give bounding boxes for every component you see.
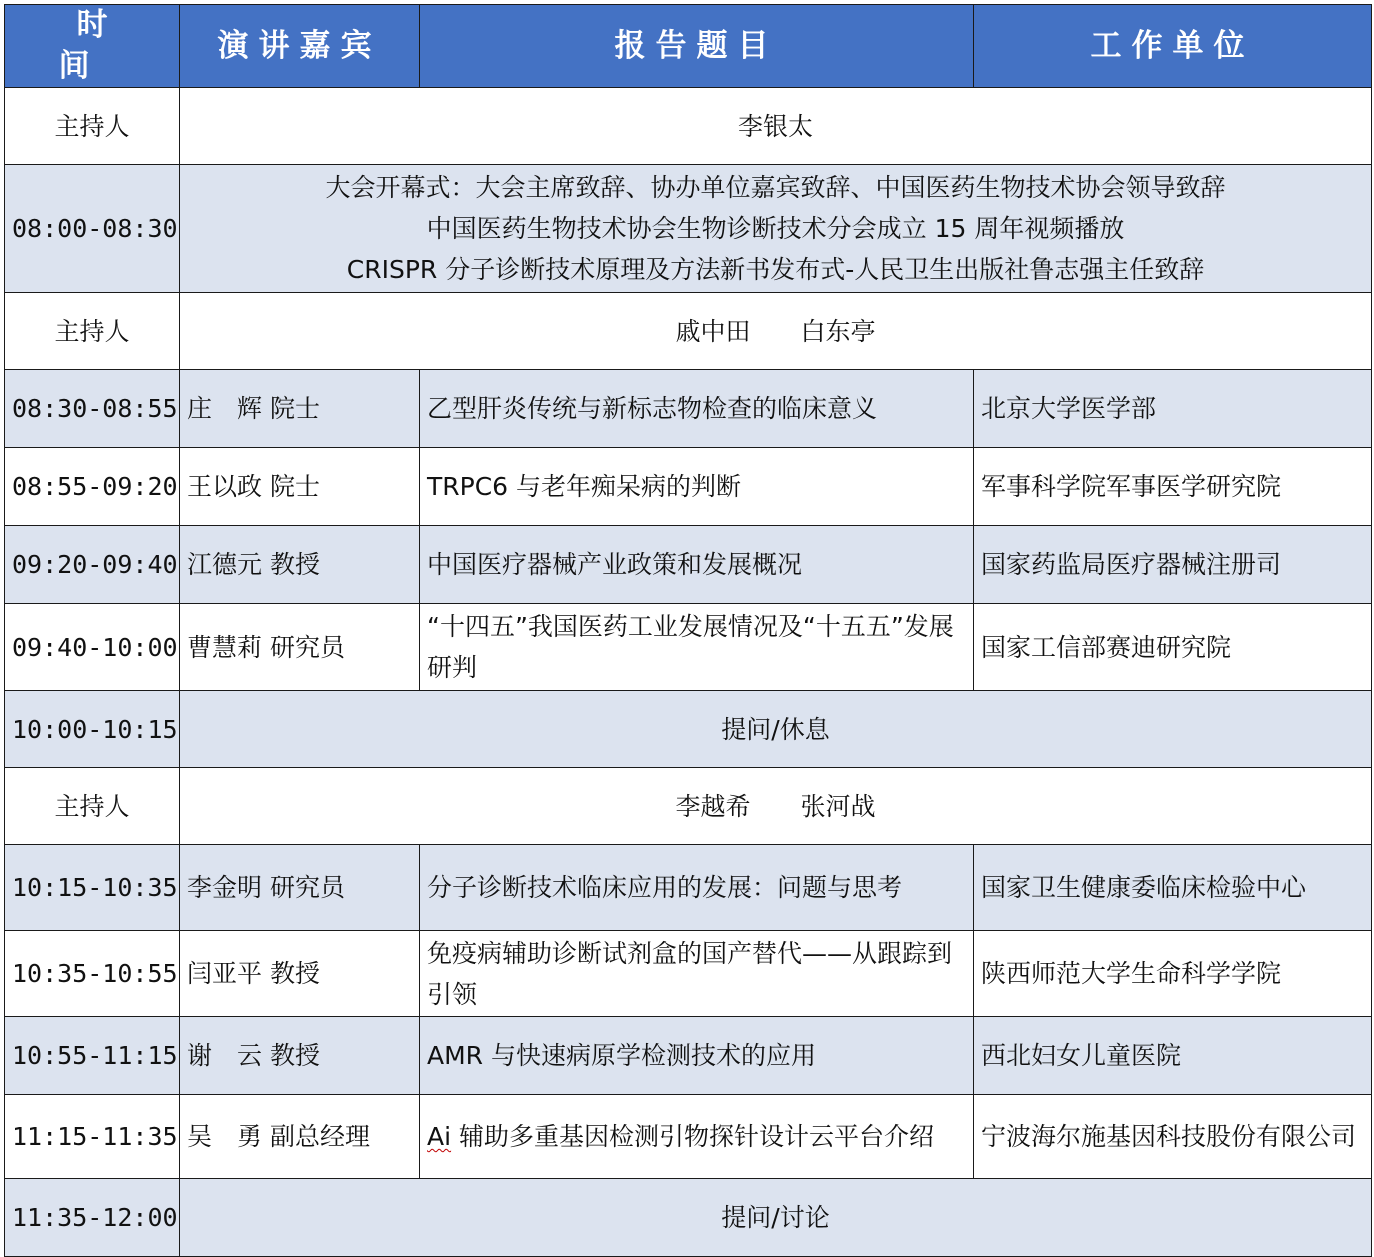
speaker-cell: 吴 勇 副总经理	[180, 1095, 420, 1179]
topic-cell: 免疫病辅助诊断试剂盒的国产替代——从跟踪到引领	[420, 931, 974, 1017]
talk-row	[5, 1017, 1372, 1095]
affiliation-cell: 宁波海尔施基因科技股份有限公司	[974, 1095, 1372, 1179]
speaker-cell: 谢 云 教授	[180, 1017, 420, 1095]
opening-ceremony-cell	[180, 165, 1372, 293]
time-cell: 10:35-10:55	[5, 931, 180, 1017]
talk-row	[5, 845, 1372, 931]
affiliation-cell: 国家卫生健康委临床检验中心	[974, 845, 1372, 931]
host-row	[5, 293, 1372, 370]
speaker-cell: 江德元 教授	[180, 526, 420, 604]
time-cell: 08:00-08:30	[5, 165, 180, 293]
host-names: 戚中田 白东亭	[180, 293, 1372, 370]
talk-row	[5, 931, 1372, 1017]
talk-row	[5, 448, 1372, 526]
break-row	[5, 1179, 1372, 1257]
speaker-cell: 王以政 院士	[180, 448, 420, 526]
break-cell: 提问/讨论	[180, 1179, 1372, 1257]
host-label: 主持人	[5, 88, 180, 165]
topic-cell: 乙型肝炎传统与新标志物检查的临床意义	[420, 370, 974, 448]
talk-row	[5, 370, 1372, 448]
time-cell: 11:15-11:35	[5, 1095, 180, 1179]
time-cell: 10:55-11:15	[5, 1017, 180, 1095]
header-speaker: 演讲嘉宾	[180, 5, 420, 88]
host-names: 李越希 张河战	[180, 768, 1372, 845]
time-cell: 08:30-08:55	[5, 370, 180, 448]
header-affiliation: 工作单位	[974, 5, 1372, 88]
spellcheck-word: Ai	[427, 1122, 452, 1151]
affiliation-cell: 陕西师范大学生命科学学院	[974, 931, 1372, 1017]
topic-text: 辅助多重基因检测引物探针设计云平台介绍	[451, 1122, 935, 1151]
talk-row	[5, 1095, 1372, 1179]
time-cell: 09:20-09:40	[5, 526, 180, 604]
opening-line: CRISPR 分子诊断技术原理及方法新书发布式-人民卫生出版社鲁志强主任致辞	[346, 255, 1205, 284]
affiliation-cell: 西北妇女儿童医院	[974, 1017, 1372, 1095]
header-row	[5, 5, 1372, 88]
affiliation-cell: 国家药监局医疗器械注册司	[974, 526, 1372, 604]
opening-line: 中国医药生物技术协会生物诊断技术分会成立 15 周年视频播放	[426, 214, 1125, 243]
time-cell: 09:40-10:00	[5, 604, 180, 691]
speaker-cell: 李金明 研究员	[180, 845, 420, 931]
talk-row	[5, 526, 1372, 604]
topic-cell: TRPC6 与老年痴呆病的判断	[420, 448, 974, 526]
time-cell: 10:00-10:15	[5, 691, 180, 768]
host-label: 主持人	[5, 768, 180, 845]
topic-cell: 中国医疗器械产业政策和发展概况	[420, 526, 974, 604]
time-cell: 10:15-10:35	[5, 845, 180, 931]
time-cell: 11:35-12:00	[5, 1179, 180, 1257]
speaker-cell: 曹慧莉 研究员	[180, 604, 420, 691]
topic-cell: “十四五”我国医药工业发展情况及“十五五”发展研判	[420, 604, 974, 691]
talk-row	[5, 604, 1372, 691]
break-cell: 提问/休息	[180, 691, 1372, 768]
speaker-cell: 庄 辉 院士	[180, 370, 420, 448]
host-row	[5, 768, 1372, 845]
break-row	[5, 691, 1372, 768]
header-time: 时 间	[5, 5, 180, 88]
topic-cell	[420, 1095, 974, 1179]
speaker-cell: 闫亚平 教授	[180, 931, 420, 1017]
opening-row	[5, 165, 1372, 293]
affiliation-cell: 北京大学医学部	[974, 370, 1372, 448]
host-row	[5, 88, 1372, 165]
time-cell: 08:55-09:20	[5, 448, 180, 526]
host-names: 李银太	[180, 88, 1372, 165]
affiliation-cell: 军事科学院军事医学研究院	[974, 448, 1372, 526]
opening-line: 大会开幕式：大会主席致辞、协办单位嘉宾致辞、中国医药生物技术协会领导致辞	[325, 173, 1226, 202]
topic-cell: 分子诊断技术临床应用的发展：问题与思考	[420, 845, 974, 931]
host-label: 主持人	[5, 293, 180, 370]
header-topic: 报告题目	[420, 5, 974, 88]
topic-cell: AMR 与快速病原学检测技术的应用	[420, 1017, 974, 1095]
affiliation-cell: 国家工信部赛迪研究院	[974, 604, 1372, 691]
schedule-table	[4, 4, 1372, 1257]
